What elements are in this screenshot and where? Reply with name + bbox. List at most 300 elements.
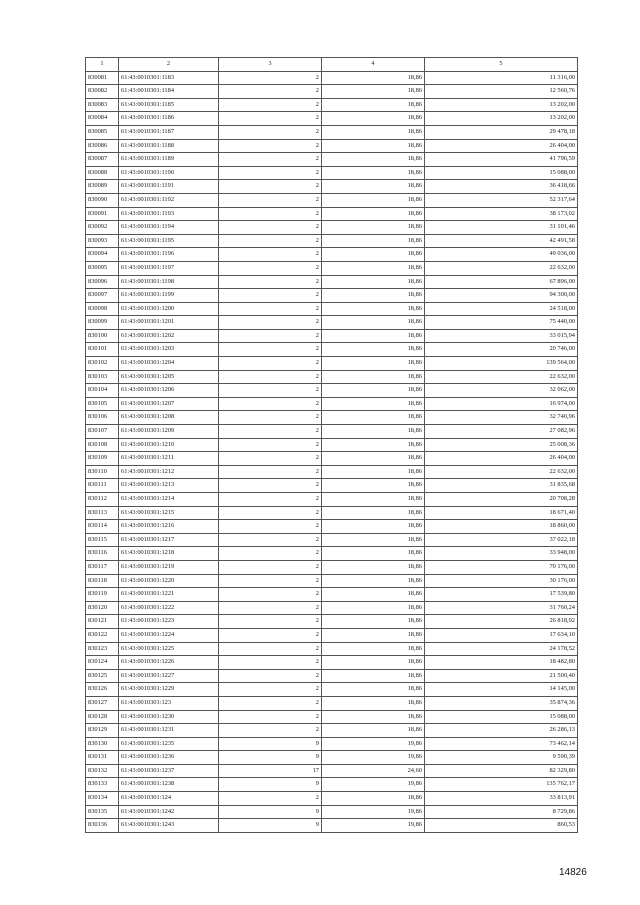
table-row [86,166,578,180]
table-row [86,370,578,384]
cadastral-number-cell: 61:43:0010301:1224 [119,628,219,642]
amount-cell: 15 088,00 [425,710,578,724]
row-id-cell: 830100 [86,329,119,343]
amount-cell: 31 760,24 [425,601,578,615]
cadastral-number-cell: 61:43:0010301:1208 [119,411,219,425]
cadastral-number-cell: 61:43:0010301:1231 [119,724,219,738]
quantity-cell: 2 [219,642,322,656]
amount-cell: 24 518,00 [425,302,578,316]
rate-cell: 18,86 [322,411,425,425]
table-row [86,207,578,221]
table-row [86,683,578,697]
quantity-cell: 9 [219,805,322,819]
amount-cell: 13 202,00 [425,98,578,112]
table-row [86,397,578,411]
row-id-cell: 830124 [86,656,119,670]
row-id-cell: 830083 [86,98,119,112]
cadastral-number-cell: 61:43:0010301:1219 [119,560,219,574]
row-id-cell: 830132 [86,764,119,778]
row-id-cell: 830121 [86,615,119,629]
amount-cell: 15 088,00 [425,166,578,180]
table-body [86,71,578,832]
quantity-cell: 9 [219,819,322,833]
row-id-cell: 830096 [86,275,119,289]
table-row [86,261,578,275]
table-row [86,506,578,520]
row-id-cell: 830130 [86,737,119,751]
cadastral-number-cell: 61:43:0010301:1192 [119,193,219,207]
row-id-cell: 830109 [86,452,119,466]
amount-cell: 16 974,00 [425,397,578,411]
cadastral-number-cell: 61:43:0010301:1230 [119,710,219,724]
row-id-cell: 830082 [86,85,119,99]
quantity-cell: 2 [219,180,322,194]
cadastral-number-cell: 61:43:0010301:1213 [119,479,219,493]
amount-cell: 33 948,00 [425,547,578,561]
quantity-cell: 2 [219,669,322,683]
row-id-cell: 830089 [86,180,119,194]
row-id-cell: 830106 [86,411,119,425]
amount-cell: 41 796,59 [425,153,578,167]
amount-cell: 27 082,96 [425,425,578,439]
cadastral-number-cell: 61:43:0010301:1214 [119,493,219,507]
table-row [86,628,578,642]
rate-cell: 18,86 [322,112,425,126]
table-row [86,71,578,85]
table-row [86,669,578,683]
rate-cell: 18,86 [322,588,425,602]
cadastral-number-cell: 61:43:0010301:124 [119,792,219,806]
rate-cell: 18,86 [322,710,425,724]
table-row [86,560,578,574]
cadastral-number-cell: 61:43:0010301:1218 [119,547,219,561]
row-id-cell: 830094 [86,248,119,262]
row-id-cell: 830095 [86,261,119,275]
quantity-cell: 2 [219,343,322,357]
cadastral-number-cell: 61:43:0010301:1220 [119,574,219,588]
cadastral-number-cell: 61:43:0010301:1242 [119,805,219,819]
quantity-cell: 2 [219,520,322,534]
amount-cell: 13 202,00 [425,112,578,126]
rate-cell: 18,86 [322,166,425,180]
table-row [86,642,578,656]
table-row [86,751,578,765]
amount-cell: 22 632,00 [425,465,578,479]
table-row [86,153,578,167]
amount-cell: 18 482,80 [425,656,578,670]
table-row [86,316,578,330]
amount-cell: 20 708,28 [425,493,578,507]
amount-cell: 9 590,39 [425,751,578,765]
quantity-cell: 2 [219,302,322,316]
amount-cell: 26 286,13 [425,724,578,738]
cadastral-number-cell: 61:43:0010301:1204 [119,357,219,371]
quantity-cell: 2 [219,601,322,615]
table-row [86,112,578,126]
cadastral-number-cell: 61:43:0010301:1190 [119,166,219,180]
cadastral-number-cell: 61:43:0010301:1229 [119,683,219,697]
table-row [86,452,578,466]
quantity-cell: 2 [219,316,322,330]
rate-cell: 18,86 [322,628,425,642]
column-header-2: 2 [119,58,219,72]
row-id-cell: 830136 [86,819,119,833]
amount-cell: 135 762,17 [425,778,578,792]
rate-cell: 18,86 [322,547,425,561]
quantity-cell: 2 [219,248,322,262]
quantity-cell: 9 [219,778,322,792]
quantity-cell: 2 [219,207,322,221]
quantity-cell: 2 [219,574,322,588]
row-id-cell: 830092 [86,221,119,235]
amount-cell: 11 316,00 [425,71,578,85]
rate-cell: 18,86 [322,520,425,534]
amount-cell: 67 896,00 [425,275,578,289]
amount-cell: 14 145,00 [425,683,578,697]
table-row [86,819,578,833]
rate-cell: 18,86 [322,438,425,452]
table-row [86,98,578,112]
rate-cell: 18,86 [322,601,425,615]
amount-cell: 38 173,02 [425,207,578,221]
table-row [86,180,578,194]
row-id-cell: 830114 [86,520,119,534]
row-id-cell: 830088 [86,166,119,180]
quantity-cell: 2 [219,261,322,275]
amount-cell: 18 860,00 [425,520,578,534]
quantity-cell: 2 [219,696,322,710]
quantity-cell: 2 [219,724,322,738]
data-table [85,57,578,833]
rate-cell: 18,86 [322,180,425,194]
rate-cell: 18,86 [322,234,425,248]
amount-cell: 18 671,40 [425,506,578,520]
row-id-cell: 830117 [86,560,119,574]
quantity-cell: 2 [219,628,322,642]
rate-cell: 19,86 [322,778,425,792]
quantity-cell: 2 [219,98,322,112]
table-row [86,656,578,670]
table-row [86,125,578,139]
amount-cell: 33 015,94 [425,329,578,343]
row-id-cell: 830129 [86,724,119,738]
quantity-cell: 2 [219,438,322,452]
rate-cell: 18,86 [322,560,425,574]
cadastral-number-cell: 61:43:0010301:1225 [119,642,219,656]
rate-cell: 18,86 [322,139,425,153]
quantity-cell: 2 [219,85,322,99]
column-header-5: 5 [425,58,578,72]
quantity-cell: 2 [219,112,322,126]
cadastral-number-cell: 61:43:0010301:1207 [119,397,219,411]
rate-cell: 18,86 [322,506,425,520]
rate-cell: 18,86 [322,153,425,167]
rate-cell: 18,86 [322,479,425,493]
rate-cell: 18,86 [322,357,425,371]
quantity-cell: 2 [219,166,322,180]
amount-cell: 49 036,00 [425,248,578,262]
row-id-cell: 830133 [86,778,119,792]
amount-cell: 22 632,00 [425,370,578,384]
row-id-cell: 830126 [86,683,119,697]
cadastral-number-cell: 61:43:0010301:1201 [119,316,219,330]
cadastral-number-cell: 61:43:0010301:1189 [119,153,219,167]
amount-cell: 860,53 [425,819,578,833]
amount-cell: 32 740,96 [425,411,578,425]
table-row [86,479,578,493]
quantity-cell: 2 [219,452,322,466]
amount-cell: 29 478,18 [425,125,578,139]
rate-cell: 18,86 [322,275,425,289]
rate-cell: 19,86 [322,751,425,765]
cadastral-number-cell: 61:43:0010301:1202 [119,329,219,343]
rate-cell: 18,86 [322,193,425,207]
quantity-cell: 2 [219,275,322,289]
quantity-cell: 2 [219,506,322,520]
rate-cell: 18,86 [322,452,425,466]
amount-cell: 26 404,00 [425,452,578,466]
table-row [86,343,578,357]
row-id-cell: 830111 [86,479,119,493]
quantity-cell: 2 [219,479,322,493]
row-id-cell: 830131 [86,751,119,765]
quantity-cell: 2 [219,234,322,248]
rate-cell: 18,86 [322,248,425,262]
amount-cell: 35 874,36 [425,696,578,710]
rate-cell: 18,86 [322,221,425,235]
row-id-cell: 830087 [86,153,119,167]
amount-cell: 17 539,80 [425,588,578,602]
row-id-cell: 830090 [86,193,119,207]
cadastral-number-cell: 61:43:0010301:1187 [119,125,219,139]
quantity-cell: 2 [219,547,322,561]
row-id-cell: 830081 [86,71,119,85]
quantity-cell: 2 [219,560,322,574]
quantity-cell: 2 [219,397,322,411]
amount-cell: 30 176,00 [425,574,578,588]
rate-cell: 18,86 [322,125,425,139]
row-id-cell: 830084 [86,112,119,126]
row-id-cell: 830108 [86,438,119,452]
table-row [86,221,578,235]
row-id-cell: 830102 [86,357,119,371]
rate-cell: 18,86 [322,207,425,221]
quantity-cell: 2 [219,792,322,806]
rate-cell: 18,86 [322,289,425,303]
quantity-cell: 2 [219,221,322,235]
row-id-cell: 830125 [86,669,119,683]
rate-cell: 18,86 [322,85,425,99]
quantity-cell: 2 [219,425,322,439]
rate-cell: 18,86 [322,329,425,343]
cadastral-number-cell: 61:43:0010301:1237 [119,764,219,778]
table-row [86,425,578,439]
page-number: 14826 [559,867,587,878]
table-row [86,724,578,738]
row-id-cell: 830113 [86,506,119,520]
table-row [86,234,578,248]
table-row [86,764,578,778]
amount-cell: 82 329,80 [425,764,578,778]
row-id-cell: 830116 [86,547,119,561]
cadastral-number-cell: 61:43:0010301:1198 [119,275,219,289]
rate-cell: 18,86 [322,792,425,806]
cadastral-number-cell: 61:43:0010301:1194 [119,221,219,235]
table-row [86,193,578,207]
rate-cell: 18,86 [322,656,425,670]
table-row [86,384,578,398]
quantity-cell: 2 [219,533,322,547]
table-row [86,493,578,507]
quantity-cell: 2 [219,465,322,479]
cadastral-number-cell: 61:43:0010301:1210 [119,438,219,452]
rate-cell: 18,86 [322,98,425,112]
rate-cell: 18,86 [322,71,425,85]
cadastral-number-cell: 61:43:0010301:1222 [119,601,219,615]
table-row [86,792,578,806]
quantity-cell: 2 [219,193,322,207]
table-row [86,588,578,602]
rate-cell: 18,86 [322,533,425,547]
row-id-cell: 830104 [86,384,119,398]
rate-cell: 18,86 [322,370,425,384]
row-id-cell: 830103 [86,370,119,384]
quantity-cell: 2 [219,384,322,398]
row-id-cell: 830099 [86,316,119,330]
rate-cell: 18,86 [322,493,425,507]
rate-cell: 18,86 [322,574,425,588]
quantity-cell: 17 [219,764,322,778]
amount-cell: 75 440,00 [425,316,578,330]
row-id-cell: 830120 [86,601,119,615]
amount-cell: 26 818,92 [425,615,578,629]
table-row [86,615,578,629]
rate-cell: 18,86 [322,669,425,683]
amount-cell: 12 560,76 [425,85,578,99]
cadastral-number-cell: 61:43:0010301:1186 [119,112,219,126]
table-row [86,302,578,316]
amount-cell: 24 178,52 [425,642,578,656]
quantity-cell: 2 [219,357,322,371]
amount-cell: 94 300,00 [425,289,578,303]
amount-cell: 33 813,91 [425,792,578,806]
rate-cell: 18,86 [322,316,425,330]
cadastral-number-cell: 61:43:0010301:1235 [119,737,219,751]
cadastral-number-cell: 61:43:0010301:1196 [119,248,219,262]
row-id-cell: 830110 [86,465,119,479]
row-id-cell: 830135 [86,805,119,819]
table-row [86,601,578,615]
table-row [86,805,578,819]
table-row [86,574,578,588]
amount-cell: 73 462,14 [425,737,578,751]
quantity-cell: 2 [219,370,322,384]
rate-cell: 18,86 [322,642,425,656]
amount-cell: 42 491,58 [425,234,578,248]
rate-cell: 19,86 [322,819,425,833]
cadastral-number-cell: 61:43:0010301:1238 [119,778,219,792]
rate-cell: 24,60 [322,764,425,778]
quantity-cell: 9 [219,751,322,765]
table-row [86,465,578,479]
amount-cell: 25 008,36 [425,438,578,452]
row-id-cell: 830119 [86,588,119,602]
cadastral-number-cell: 61:43:0010301:1205 [119,370,219,384]
amount-cell: 31 101,46 [425,221,578,235]
table-header-row [86,58,578,72]
cadastral-number-cell: 61:43:0010301:1236 [119,751,219,765]
column-header-4: 4 [322,58,425,72]
row-id-cell: 830098 [86,302,119,316]
rate-cell: 18,86 [322,615,425,629]
cadastral-number-cell: 61:43:0010301:1184 [119,85,219,99]
rate-cell: 19,86 [322,805,425,819]
cadastral-number-cell: 61:43:0010301:1195 [119,234,219,248]
cadastral-number-cell: 61:43:0010301:1200 [119,302,219,316]
cadastral-number-cell: 61:43:0010301:1211 [119,452,219,466]
quantity-cell: 2 [219,683,322,697]
amount-cell: 139 564,00 [425,357,578,371]
amount-cell: 32 062,00 [425,384,578,398]
row-id-cell: 830101 [86,343,119,357]
row-id-cell: 830123 [86,642,119,656]
amount-cell: 37 022,18 [425,533,578,547]
quantity-cell: 2 [219,139,322,153]
cadastral-number-cell: 61:43:0010301:123 [119,696,219,710]
cadastral-number-cell: 61:43:0010301:1226 [119,656,219,670]
row-id-cell: 830118 [86,574,119,588]
table-row [86,547,578,561]
table-row [86,778,578,792]
rate-cell: 18,86 [322,724,425,738]
quantity-cell: 2 [219,710,322,724]
amount-cell: 8 729,86 [425,805,578,819]
rate-cell: 18,86 [322,302,425,316]
quantity-cell: 2 [219,153,322,167]
rate-cell: 18,86 [322,384,425,398]
rate-cell: 18,86 [322,425,425,439]
cadastral-number-cell: 61:43:0010301:1215 [119,506,219,520]
quantity-cell: 2 [219,125,322,139]
row-id-cell: 830086 [86,139,119,153]
table-row [86,411,578,425]
quantity-cell: 2 [219,71,322,85]
quantity-cell: 2 [219,615,322,629]
cadastral-number-cell: 61:43:0010301:1209 [119,425,219,439]
cadastral-number-cell: 61:43:0010301:1191 [119,180,219,194]
row-id-cell: 830093 [86,234,119,248]
column-header-3: 3 [219,58,322,72]
row-id-cell: 830091 [86,207,119,221]
cadastral-number-cell: 61:43:0010301:1193 [119,207,219,221]
cadastral-number-cell: 61:43:0010301:1243 [119,819,219,833]
table-row [86,696,578,710]
row-id-cell: 830128 [86,710,119,724]
cadastral-number-cell: 61:43:0010301:1197 [119,261,219,275]
table-row [86,438,578,452]
quantity-cell: 2 [219,493,322,507]
table-row [86,533,578,547]
rate-cell: 18,86 [322,343,425,357]
cadastral-number-cell: 61:43:0010301:1217 [119,533,219,547]
amount-cell: 52 317,64 [425,193,578,207]
row-id-cell: 830085 [86,125,119,139]
quantity-cell: 2 [219,411,322,425]
table-row [86,520,578,534]
rate-cell: 19,86 [322,737,425,751]
rate-cell: 18,86 [322,465,425,479]
cadastral-number-cell: 61:43:0010301:1185 [119,98,219,112]
